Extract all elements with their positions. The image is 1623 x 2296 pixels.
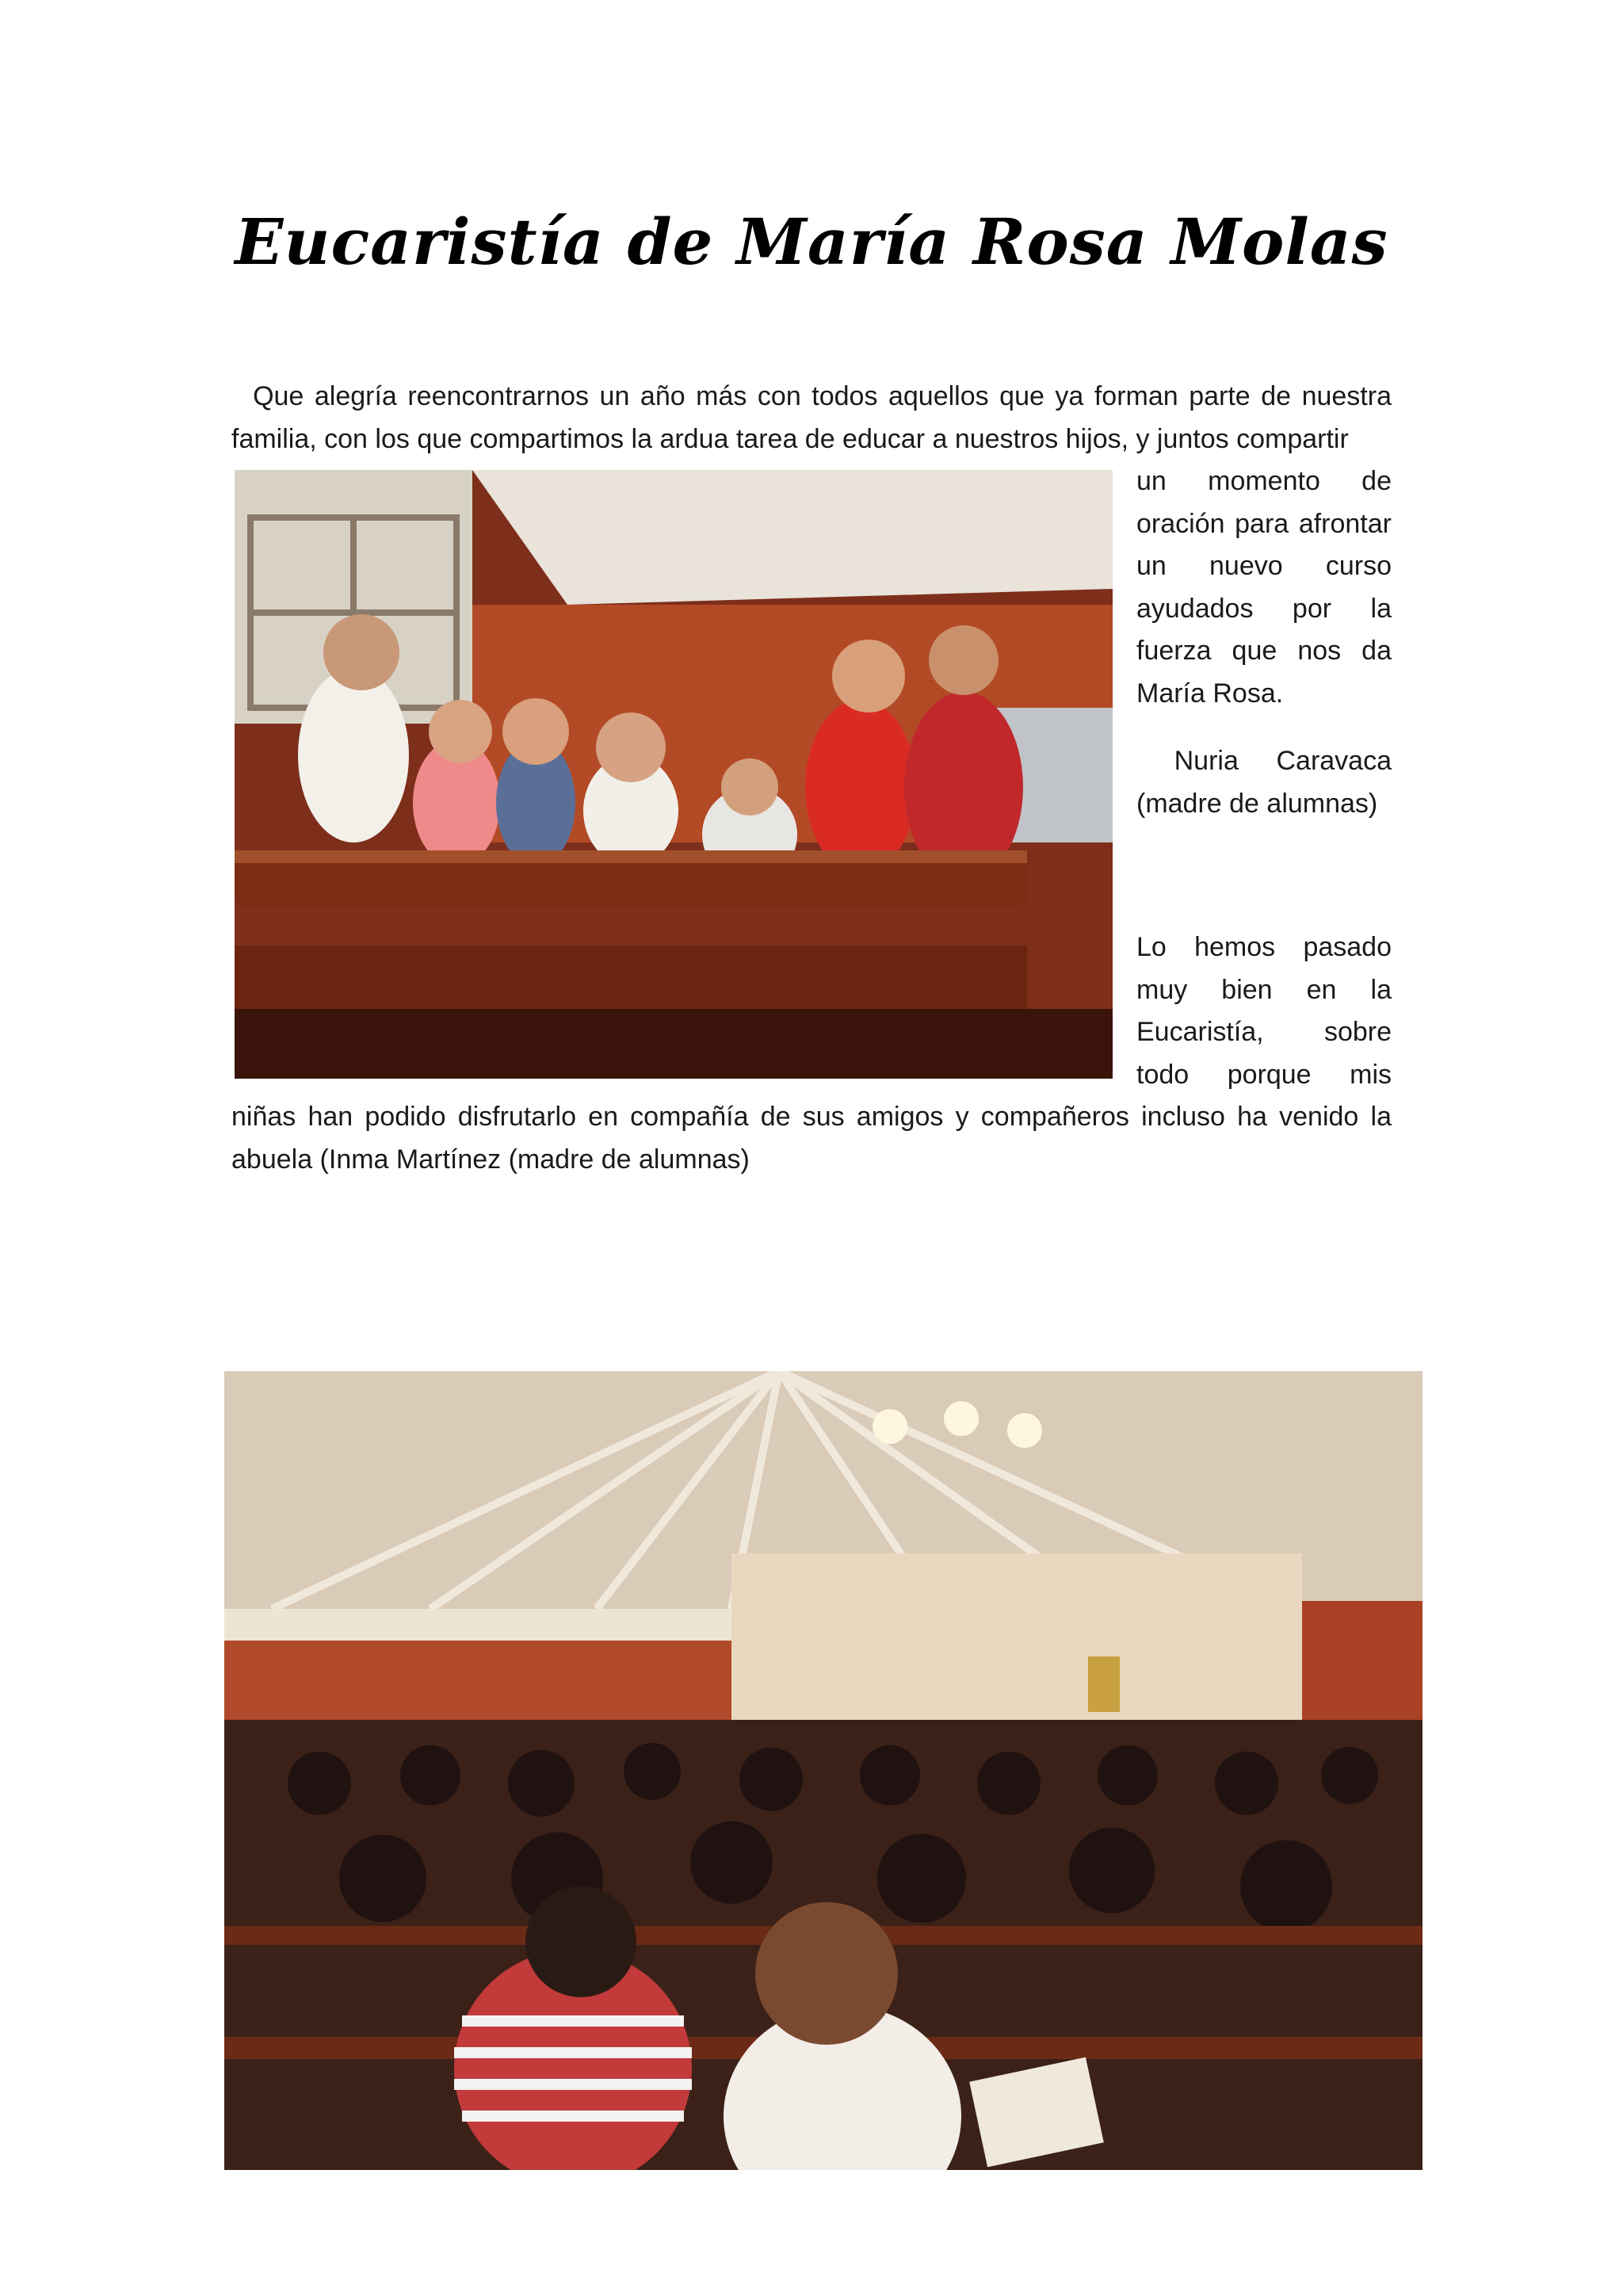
children-at-pew-photo	[235, 470, 1113, 1079]
church-congregation-photo	[224, 1371, 1423, 2170]
intro-paragraph: Que alegría reencontrarnos un año más con todos aquellos que ya forman parte de nuestra familia, con los que compartimos la ardua tarea de educar a nuestros hijos, y juntos compartir	[231, 381, 1392, 454]
intro-paragraph-continued: un momento de oración para afrontar un nuevo curso ayudados por la fuerza que nos da María Rosa.	[1136, 466, 1392, 709]
signature-nuria: Nuria Caravaca (madre de alumnas)	[1136, 746, 1392, 819]
page-title: Eucaristía de María Rosa Molas	[235, 204, 1388, 279]
article-body	[231, 376, 1392, 1181]
testimony-paragraph: Lo hemos pasado muy bien en la Eucaristía, sobre todo porque mis niñas han podido disfrutarlo en compañía de sus amigos y compañeros incluso ha venido la abuela (Inma Martínez (madre de alumnas)	[231, 932, 1392, 1175]
